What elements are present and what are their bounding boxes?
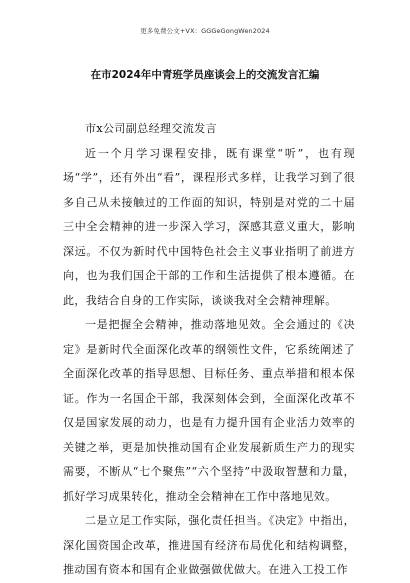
paragraph-point-one: 一是把握全会精神，推动落地见效。全会通过的《决定》是新时代全面深化改革的纲领性文件，它系统阐述了全面深化改革的指导思想、目标任务、重点举措和根本保证。作为一名国企干部，我深刻体会到，全面深化改革不仅是国家发展的动力，也是有力提升国有企业活力效率的关键之举，更是加快推动国有企业发展新质生产力的现实需要，不断从“七个聚焦”“六个坚持”中汲取智慧和力量，抓好学习成果转化，推动全会精神在工作中落地见效。	[63, 318, 355, 503]
paragraph-point-two: 二是立足工作实际，强化责任担当。《决定》中指出，深化国资国企改革，推进国有经济布局优化和结构调整，推动国有资本和国有企业做强做优做大。在进入工投工作	[63, 514, 355, 576]
paragraph-intro: 近一个月学习课程安排，既有课堂“听”，也有现场“学”，还有外出“看”，课程形式多样，让我学习到了很多自己从未接触过的工作面的知识，特别是对党的二十届三中全会精神的进一步深入学习，深感其意义重大，影响深远。不仅为新时代中国特色社会主义事业指明了前进方向，也为我们国企干部的工作和生活提供了根本遵循。在此，我结合自身的工作实际，谈谈我对全会精神理解。	[63, 146, 355, 307]
document-body	[63, 117, 355, 583]
speaker-line: 市x公司副总经理交流发言	[85, 122, 218, 135]
document-title: 在市2024年中青班学员座谈会上的交流发言汇编	[90, 69, 320, 81]
promo-header: 更多免费公文+VX：GGGeGongWen2024	[140, 27, 270, 35]
